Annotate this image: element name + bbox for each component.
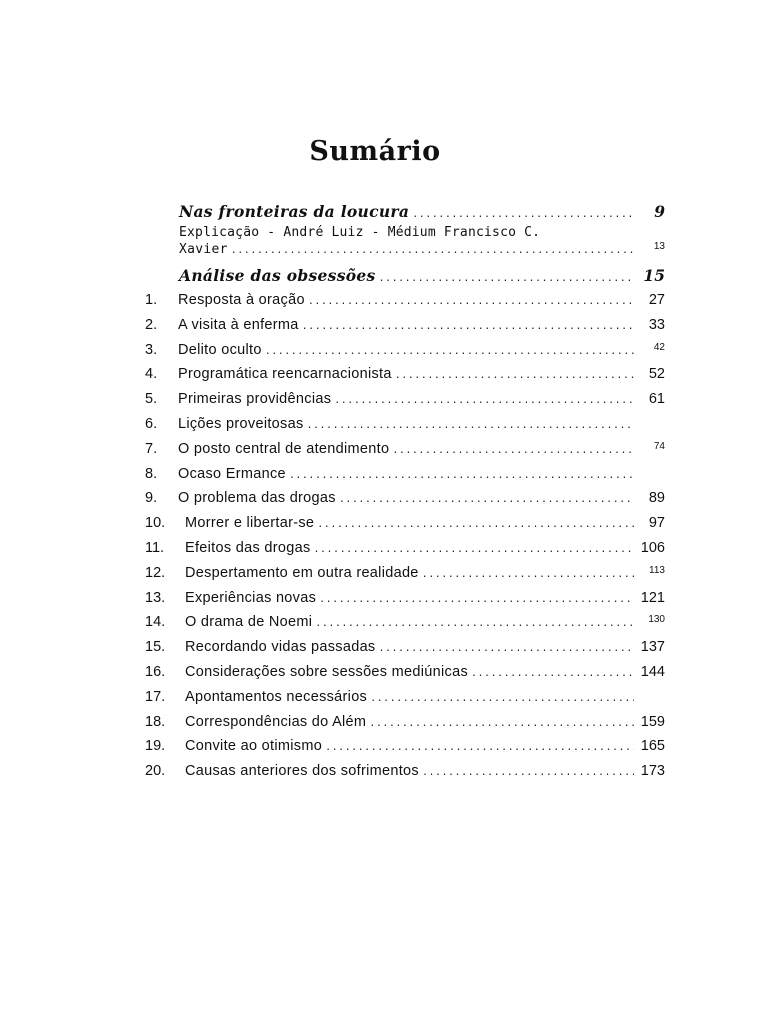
dot-leader [412, 209, 634, 220]
chapter-page-number: 61 [648, 391, 665, 408]
toc-chapter-row [145, 342, 665, 367]
chapter-page-number: 165 [640, 738, 665, 755]
dot-leader [319, 594, 634, 605]
toc-chapter-row [145, 416, 665, 441]
dot-leader [317, 519, 634, 530]
chapter-title: A visita à enferma [178, 316, 299, 333]
chapter-number: 12. [145, 564, 166, 581]
chapter-title: O drama de Noemi [185, 614, 313, 631]
toc-entry-front-1 [145, 202, 665, 224]
chapter-title: Programática reencarnacionista [178, 366, 392, 383]
chapter-title: Considerações sobre sessões mediúnicas [185, 663, 469, 680]
chapter-title: Delito oculto [178, 341, 262, 358]
toc-chapter-row [145, 515, 665, 540]
chapter-number: 6. [145, 415, 158, 432]
chapter-number: 20. [145, 763, 166, 780]
dot-leader [339, 494, 634, 505]
toc-chapter-row [145, 540, 665, 565]
chapter-page-number: 74 [653, 440, 665, 452]
page-title: Sumário [309, 136, 441, 167]
dot-leader [265, 346, 634, 357]
dot-leader [378, 643, 634, 654]
chapter-title: Experiências novas [185, 589, 317, 606]
toc-chapter-row [145, 391, 665, 416]
toc-entry-title: Xavier [179, 242, 228, 257]
toc-entry-title: Nas fronteiras da loucura [179, 202, 410, 221]
chapter-number: 19. [145, 738, 166, 755]
chapter-title: Convite ao otimismo [185, 738, 323, 755]
chapter-number: 7. [145, 440, 158, 457]
toc-chapter-row [145, 614, 665, 639]
toc-entry-page: 9 [654, 202, 665, 221]
toc-chapter-row [145, 689, 665, 714]
toc-chapter-row [145, 590, 665, 615]
toc-chapter-row [145, 292, 665, 317]
chapter-number: 11. [145, 539, 165, 556]
chapter-list [145, 292, 665, 788]
dot-leader [369, 718, 634, 729]
chapter-page-number: 113 [649, 564, 665, 576]
chapter-title: Correspondências do Além [185, 713, 367, 730]
chapter-title: O posto central de atendimento [178, 440, 390, 457]
dot-leader [314, 544, 635, 555]
chapter-title: O problema das drogas [178, 490, 336, 507]
chapter-number: 2. [145, 316, 158, 333]
dot-leader [302, 321, 634, 332]
toc-chapter-row [145, 738, 665, 763]
chapter-title: Primeiras providências [178, 391, 332, 408]
chapter-title: Ocaso Ermance [178, 465, 286, 482]
chapter-number: 15. [145, 639, 166, 656]
dot-leader [307, 420, 635, 431]
chapter-page-number: 121 [640, 589, 665, 606]
dot-leader [231, 245, 634, 256]
chapter-number: 5. [145, 391, 158, 408]
toc-chapter-row [145, 565, 665, 590]
toc-entry-title: Análise das obsessões [179, 266, 376, 285]
dot-leader [370, 693, 634, 704]
chapter-number: 14. [145, 614, 166, 631]
dot-leader [379, 273, 634, 284]
dot-leader [422, 767, 634, 778]
chapter-number: 9. [145, 490, 158, 507]
toc-chapter-row [145, 317, 665, 342]
toc-entry-front-3 [145, 266, 665, 292]
toc-chapter-row [145, 366, 665, 391]
toc-chapter-row [145, 441, 665, 466]
chapter-page-number: 89 [648, 490, 665, 507]
chapter-page-number: 97 [648, 515, 665, 532]
chapter-page-number: 173 [640, 763, 665, 780]
chapter-title: Lições proveitosas [178, 415, 304, 432]
dot-leader [289, 470, 634, 481]
chapter-number: 1. [145, 292, 158, 308]
toc-chapter-row [145, 763, 665, 788]
dot-leader [308, 296, 634, 307]
toc-chapter-row [145, 664, 665, 689]
chapter-title: Efeitos das drogas [185, 539, 311, 556]
chapter-page-number: 130 [648, 614, 665, 626]
chapter-title: Despertamento em outra realidade [185, 564, 419, 581]
dot-leader [315, 618, 634, 629]
chapter-number: 3. [145, 341, 158, 358]
chapter-title: Causas anteriores dos sofrimentos [185, 763, 419, 780]
dot-leader [395, 370, 634, 381]
chapter-page-number: 27 [648, 292, 665, 308]
toc-entry-front-2-line2 [145, 242, 665, 266]
chapter-page-number: 42 [653, 341, 665, 353]
table-of-contents [145, 202, 665, 788]
toc-entry-page: 13 [653, 241, 665, 252]
toc-chapter-row [145, 639, 665, 664]
chapter-title: Apontamentos necessários [185, 688, 368, 705]
chapter-title: Resposta à oração [178, 292, 305, 308]
toc-chapter-row [145, 714, 665, 739]
toc-chapter-row [145, 466, 665, 491]
toc-chapter-row [145, 490, 665, 515]
toc-entry-front-2-line1: Explicação - André Luiz - Médium Francisco C. [179, 225, 541, 240]
chapter-page-number: 106 [640, 539, 665, 556]
dot-leader [471, 668, 634, 679]
toc-entry-page: 15 [643, 266, 665, 285]
dot-leader [422, 569, 634, 580]
dot-leader [334, 395, 634, 406]
chapter-page-number: 144 [640, 663, 665, 680]
chapter-number: 17. [145, 688, 166, 705]
chapter-page-number: 137 [640, 639, 665, 656]
chapter-number: 4. [145, 366, 158, 383]
chapter-title: Recordando vidas passadas [185, 639, 376, 656]
chapter-page-number: 33 [648, 316, 665, 333]
chapter-page-number: 159 [640, 713, 665, 730]
dot-leader [325, 742, 634, 753]
chapter-number: 13. [145, 589, 166, 606]
chapter-number: 8. [145, 465, 158, 482]
dot-leader [392, 445, 634, 456]
chapter-number: 16. [145, 663, 166, 680]
chapter-number: 18. [145, 713, 166, 730]
chapter-number: 10. [145, 515, 166, 532]
chapter-title: Morrer e libertar-se [185, 515, 315, 532]
chapter-page-number: 52 [648, 366, 665, 383]
